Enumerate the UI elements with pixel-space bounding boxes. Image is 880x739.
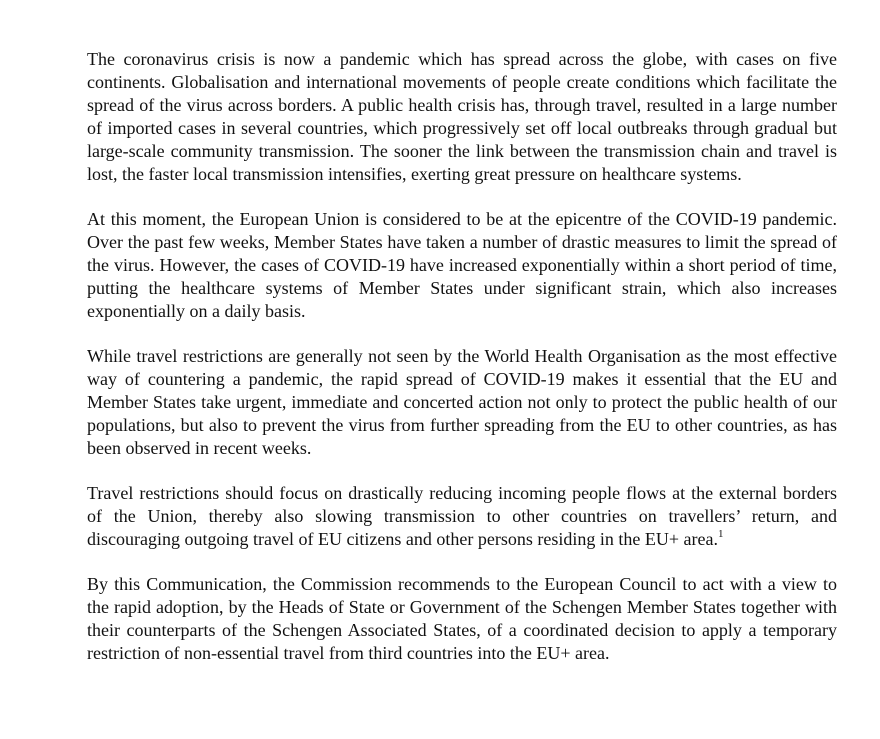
paragraph-commission-recommendation: By this Communication, the Commission recommends to the European Council to act with a view to the rapid adoption, by the Heads of State or Government of the Schengen Member States together with their counterparts of the Schengen Associated States, of a coordinated decision to apply a temporary restriction of non-essential travel from third countries into the EU+ area.	[87, 574, 837, 663]
paragraph-pandemic-overview: The coronavirus crisis is now a pandemic which has spread across the globe, with cases on five continents. Globalisation and international movements of people create conditions which facilitate the spread of the virus across borders. A public health crisis has, through travel, resulted in a large number of imported cases in several countries, which progressively set off local outbreaks through gradual but large-scale community transmission. The sooner the link between the transmission chain and travel is lost, the faster local transmission intensifies, exerting great pressure on healthcare systems.	[87, 49, 837, 184]
paragraph-travel-restrictions-focus-text: Travel restrictions should focus on drastically reducing incoming people flows at the external borders of the Union, thereby also slowing transmission to other countries on travellers’ return, and discouraging outgoing travel of EU citizens and other persons residing in the EU+ area.	[87, 483, 837, 549]
paragraph-travel-restrictions-focus	[87, 482, 837, 551]
footnote-reference: 1	[717, 528, 724, 540]
paragraph-eu-epicentre: At this moment, the European Union is considered to be at the epicentre of the COVID-19 pandemic. Over the past few weeks, Member States have taken a number of drastic measures to limit the spread of the virus. However, the cases of COVID-19 have increased exponentially within a short period of time, putting the healthcare systems of Member States under significant strain, which also increases exponentially on a daily basis.	[87, 209, 837, 321]
paragraph-travel-restrictions-rationale: While travel restrictions are generally not seen by the World Health Organisation as the most effective way of countering a pandemic, the rapid spread of COVID-19 makes it essential that the EU and Member States take urgent, immediate and concerted action not only to protect the public health of our populations, but also to prevent the virus from further spreading from the EU to other countries, as has been observed in recent weeks.	[87, 346, 837, 458]
document-body	[87, 48, 837, 665]
